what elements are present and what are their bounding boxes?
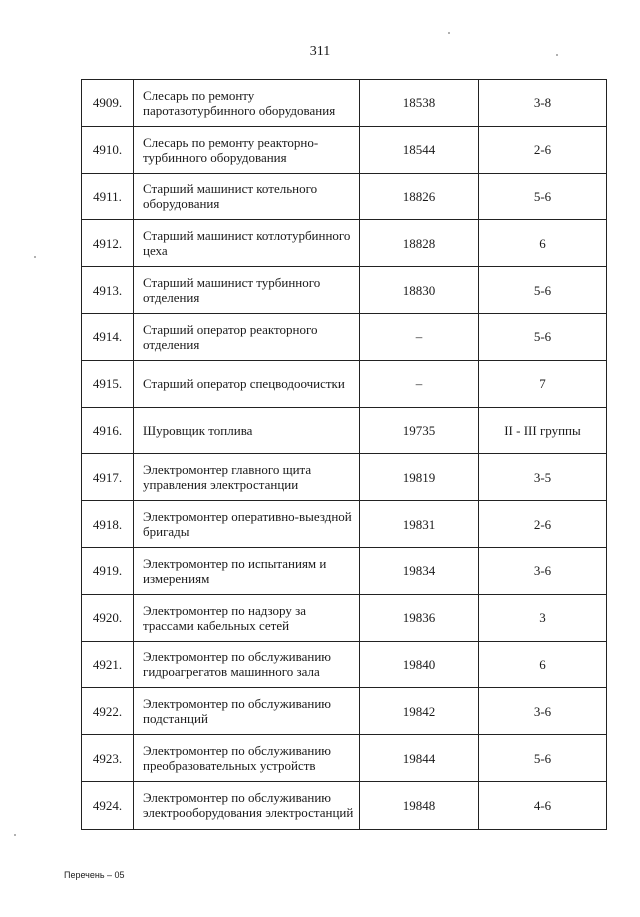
profession-code: 19840: [360, 641, 479, 688]
table-row: [82, 360, 607, 407]
row-number: 4924.: [82, 781, 134, 829]
row-number: 4919.: [82, 547, 134, 594]
profession-code: 19735: [360, 407, 479, 454]
grade-range: 2-6: [479, 126, 607, 173]
page-number: 311: [309, 44, 331, 59]
profession-name: Старший машинист турбинного отделения: [134, 267, 360, 314]
scan-speck: [556, 54, 558, 56]
grade-range: 7: [479, 360, 607, 407]
row-number: 4912.: [82, 220, 134, 267]
table-row: [82, 547, 607, 594]
scan-speck: [14, 834, 16, 836]
profession-name: Электромонтер по обслуживанию электрооборудования электростанций: [134, 781, 360, 829]
grade-range: 3: [479, 594, 607, 641]
table-row: [82, 688, 607, 735]
row-number: 4917.: [82, 454, 134, 501]
profession-code: 18830: [360, 267, 479, 314]
profession-code: 18538: [360, 80, 479, 127]
profession-name: Электромонтер по надзору за трассами кабельных сетей: [134, 594, 360, 641]
table-row: [82, 735, 607, 782]
table-row: [82, 220, 607, 267]
profession-code: 19834: [360, 547, 479, 594]
profession-code: 18544: [360, 126, 479, 173]
row-number: 4922.: [82, 688, 134, 735]
table-row: [82, 594, 607, 641]
row-number: 4916.: [82, 407, 134, 454]
row-number: 4915.: [82, 360, 134, 407]
row-number: 4909.: [82, 80, 134, 127]
grade-range: 3-6: [479, 547, 607, 594]
grade-range: 3-5: [479, 454, 607, 501]
profession-code: 18828: [360, 220, 479, 267]
profession-name: Старший оператор реакторного отделения: [134, 313, 360, 360]
grade-range: 6: [479, 220, 607, 267]
profession-name: Электромонтер оперативно-выездной бригады: [134, 501, 360, 548]
table-row: [82, 267, 607, 314]
footer-label: Перечень – 05: [64, 870, 125, 880]
profession-code: 19848: [360, 781, 479, 829]
profession-code: 19831: [360, 501, 479, 548]
scan-speck: [34, 256, 36, 258]
grade-range: 5-6: [479, 173, 607, 220]
table-row: [82, 407, 607, 454]
grade-range: II - III группы: [479, 407, 607, 454]
row-number: 4923.: [82, 735, 134, 782]
profession-name: Электромонтер главного щита управления электростанции: [134, 454, 360, 501]
profession-name: Электромонтер по обслуживанию преобразовательных устройств: [134, 735, 360, 782]
profession-name: Электромонтер по испытаниям и измерениям: [134, 547, 360, 594]
grade-range: 6: [479, 641, 607, 688]
grade-range: 3-6: [479, 688, 607, 735]
table-row: [82, 126, 607, 173]
row-number: 4920.: [82, 594, 134, 641]
grade-range: 4-6: [479, 781, 607, 829]
profession-code: 18826: [360, 173, 479, 220]
profession-code: 19836: [360, 594, 479, 641]
profession-name: Старший машинист котлотурбинного цеха: [134, 220, 360, 267]
profession-name: Старший оператор спецводоочистки: [134, 360, 360, 407]
grade-range: 2-6: [479, 501, 607, 548]
profession-name: Шуровщик топлива: [134, 407, 360, 454]
row-number: 4910.: [82, 126, 134, 173]
profession-name: Слесарь по ремонту реакторно-турбинного оборудования: [134, 126, 360, 173]
table-row: [82, 313, 607, 360]
profession-name: Старший машинист котельного оборудования: [134, 173, 360, 220]
profession-name: Электромонтер по обслуживанию подстанций: [134, 688, 360, 735]
table-row: [82, 641, 607, 688]
row-number: 4913.: [82, 267, 134, 314]
row-number: 4921.: [82, 641, 134, 688]
table-row: [82, 80, 607, 127]
profession-name: Слесарь по ремонту паротазотурбинного оборудования: [134, 80, 360, 127]
row-number: 4914.: [82, 313, 134, 360]
profession-name: Электромонтер по обслуживанию гидроагрегатов машинного зала: [134, 641, 360, 688]
table-row: [82, 781, 607, 829]
scan-speck: [448, 32, 450, 34]
grade-range: 5-6: [479, 267, 607, 314]
grade-range: 3-8: [479, 80, 607, 127]
grade-range: 5-6: [479, 735, 607, 782]
profession-code: 19842: [360, 688, 479, 735]
table-row: [82, 173, 607, 220]
profession-code: –: [360, 360, 479, 407]
row-number: 4911.: [82, 173, 134, 220]
profession-code: 19844: [360, 735, 479, 782]
profession-code: 19819: [360, 454, 479, 501]
row-number: 4918.: [82, 501, 134, 548]
professions-table: [81, 79, 607, 830]
grade-range: 5-6: [479, 313, 607, 360]
table-row: [82, 454, 607, 501]
profession-code: –: [360, 313, 479, 360]
table-row: [82, 501, 607, 548]
